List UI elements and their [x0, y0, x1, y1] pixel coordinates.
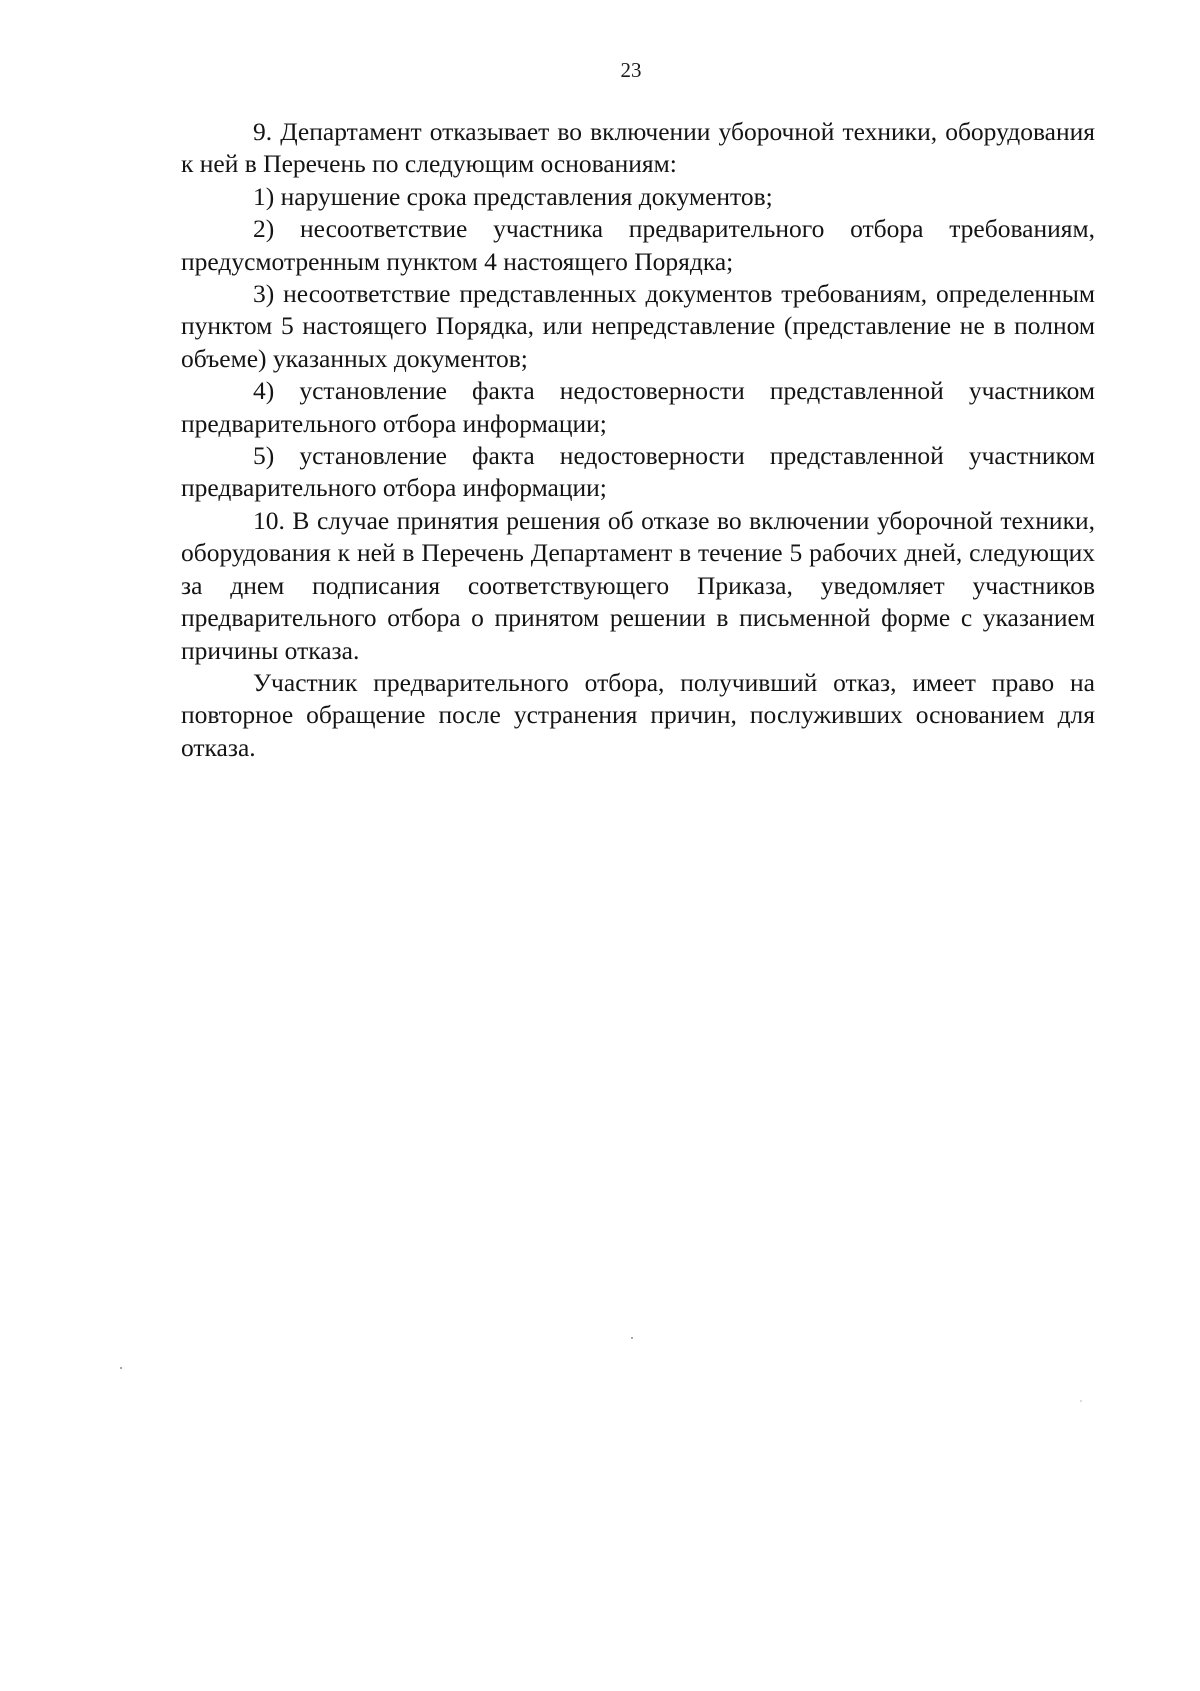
list-item-1: 1) нарушение срока представления документов; — [253, 181, 773, 211]
list-item-4: 4) установление факта недостоверности представленной участником предварительного отбора информации; — [181, 376, 1095, 438]
paragraph-appeal-right: Участник предварительного отбора, получивший отказ, имеет право на повторное обращение после устранения причин, послуживших основанием для отказа. — [181, 667, 1095, 762]
list-item-3: 3) несоответствие представленных документов требованиям, определенным пунктом 5 настоящего Порядка, или непредставление (представление не в полном объеме) указанных документов; — [181, 279, 1095, 373]
list-item-2: 2) несоответствие участника предварительного отбора требованиям, предусмотренным пунктом 4 настоящего Порядка; — [181, 214, 1095, 276]
paragraph-item-9: 9. Департамент отказывает во включении уборочной техники, оборудования к ней в Перечень по следующим основаниям: — [181, 117, 1095, 179]
scan-speck — [1080, 1400, 1082, 1402]
scan-speck — [120, 1367, 122, 1369]
paragraph-item-10: 10. В случае принятия решения об отказе во включении уборочной техники, оборудования к ней в Перечень Департамент в течение 5 рабочих дней, следующих за днем подписания соответствующего Приказа, уведомляет участников предварительного отбора о принятом решении в письменной форме с указанием причины отказа. — [181, 505, 1095, 665]
list-item-5: 5) установление факта недостоверности представленной участником предварительного отбора информации; — [181, 441, 1095, 503]
document-body — [181, 116, 1095, 764]
page-number: 23 — [620, 58, 642, 82]
scan-speck — [631, 1337, 633, 1339]
